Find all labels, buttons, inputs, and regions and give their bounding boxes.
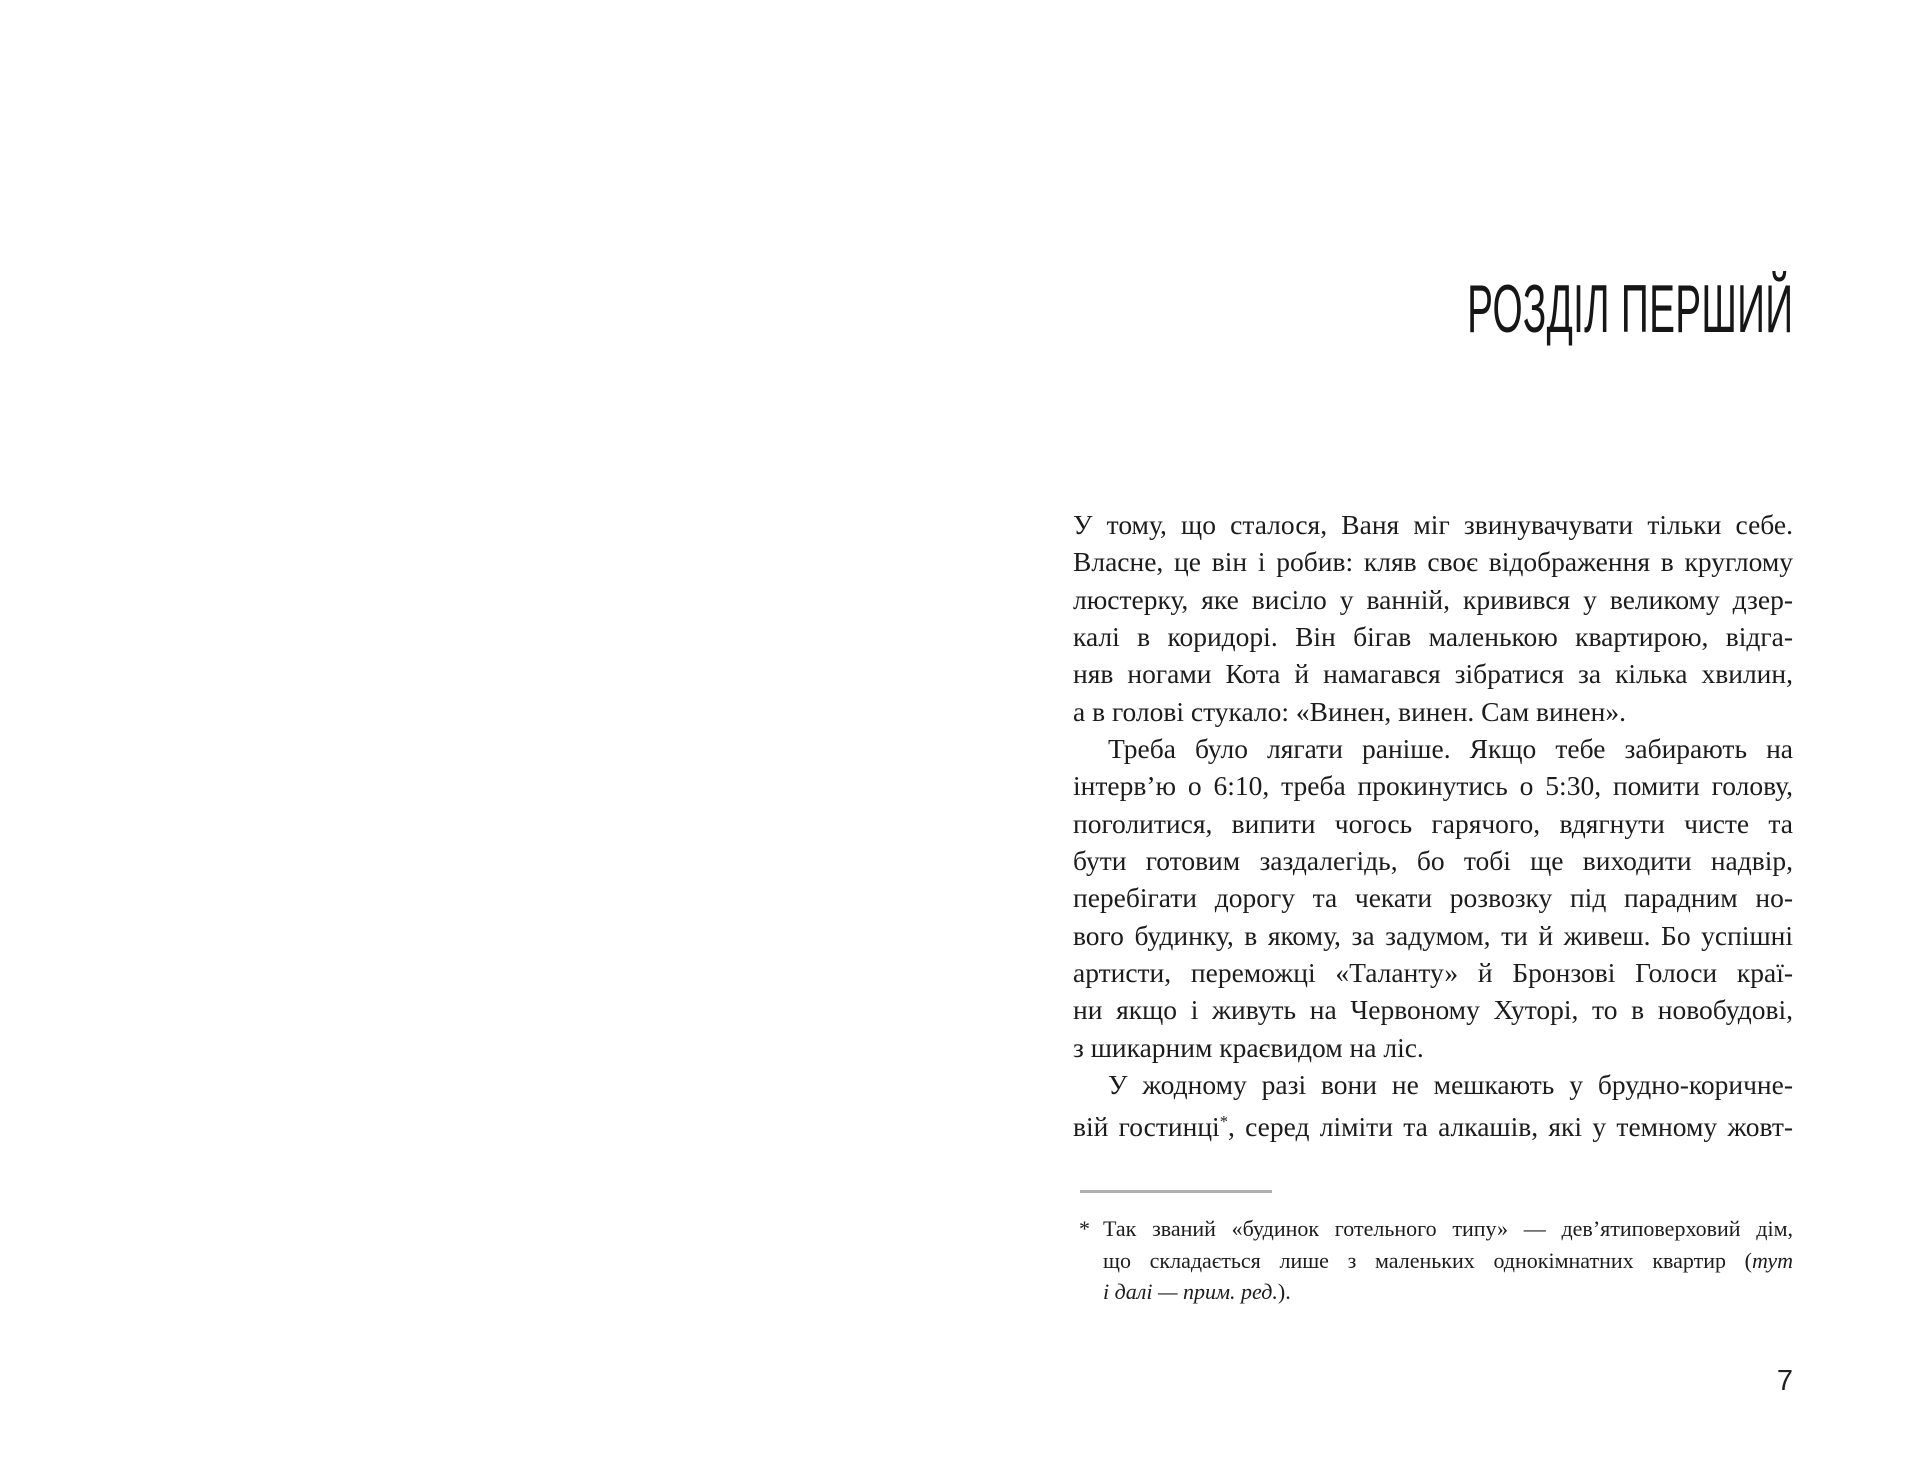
body-text	[1073, 506, 1793, 1146]
footnote-separator	[1080, 1190, 1272, 1193]
text-segment: калі в коридорі. Він бігав маленькою квартирою, відга-	[1073, 620, 1793, 652]
text-line	[1073, 581, 1793, 618]
text-segment: артисти, переможці «Таланту» й Бронзові Голоси краї-	[1073, 956, 1793, 988]
footnote-marker: *	[1079, 1216, 1090, 1241]
text-line	[1073, 879, 1793, 916]
text-line	[1073, 1066, 1793, 1103]
text-line	[1073, 618, 1793, 655]
text-line	[1103, 1245, 1793, 1277]
paragraph	[1073, 506, 1793, 730]
text-line	[1103, 1276, 1793, 1308]
text-line	[1103, 1213, 1793, 1245]
text-segment: а в голові стукало: «Винен, винен. Сам винен».	[1073, 695, 1626, 727]
footnote-reference-marker: *	[1219, 1112, 1228, 1132]
text-segment: з шикарним краєвидом на ліс.	[1073, 1031, 1424, 1063]
text-segment: вого будинку, в якому, за задумом, ти й живеш. Бо успішні	[1073, 919, 1793, 951]
text-segment: Так званий «будинок готельного типу» — дев’ятиповерховий дім,	[1103, 1216, 1793, 1241]
text-segment: вій гостинці	[1073, 1111, 1220, 1143]
text-line	[1073, 954, 1793, 991]
text-segment: люстерку, яке висіло у ванній, кривився у великому дзер-	[1073, 583, 1793, 615]
text-segment: ).	[1277, 1279, 1291, 1304]
text-segment: і далі — прим. ред.	[1103, 1279, 1278, 1304]
footnote	[1073, 1213, 1793, 1308]
text-line	[1073, 1103, 1793, 1145]
text-segment: У жодному разі вони не мешкають у брудно-коричне-	[1108, 1068, 1793, 1100]
text-line	[1073, 917, 1793, 954]
text-segment: ни якщо і живуть на Червоному Хуторі, то в новобудові,	[1073, 994, 1793, 1026]
text-segment: Власне, це він і робив: кляв своє відображення в круглому	[1073, 546, 1793, 578]
page-number: 7	[1776, 1365, 1793, 1397]
text-segment: поголитися, випити чогось гарячого, вдягнути чисте та	[1073, 807, 1793, 839]
text-segment: перебігати дорогу та чекати розвозку під парадним но-	[1073, 882, 1793, 914]
text-line	[1073, 506, 1793, 543]
text-segment: , серед ліміти та алкашів, які у темному жовт-	[1227, 1111, 1793, 1143]
text-segment: У тому, що сталося, Ваня міг звинувачувати тільки себе.	[1073, 509, 1793, 540]
text-segment: няв ногами Кота й намагався зібратися за кілька хвилин,	[1073, 658, 1793, 690]
text-segment: бути готовим заздалегідь, бо тобі ще виходити надвір,	[1073, 844, 1793, 876]
text-segment: що складається лише з маленьких однокімнатних квартир (	[1103, 1247, 1752, 1273]
text-line	[1073, 543, 1793, 580]
text-line	[1073, 730, 1793, 767]
text-line	[1073, 805, 1793, 842]
text-segment: інтерв’ю о 6:10, треба прокинутись о 5:30, помити голову,	[1073, 770, 1793, 802]
footnote-lines	[1103, 1213, 1793, 1308]
text-line	[1073, 767, 1793, 804]
paragraph	[1073, 730, 1793, 1066]
text-line	[1073, 991, 1793, 1028]
text-line	[1073, 1029, 1793, 1066]
text-segment: тут	[1752, 1247, 1793, 1273]
text-line	[1073, 842, 1793, 879]
text-line	[1073, 693, 1793, 730]
text-line	[1073, 655, 1793, 692]
paragraph	[1073, 1066, 1793, 1146]
text-segment: Треба було лягати раніше. Якщо тебе забирають на	[1108, 732, 1793, 764]
chapter-title: РОЗДІЛ ПЕРШИЙ	[1466, 271, 1793, 347]
